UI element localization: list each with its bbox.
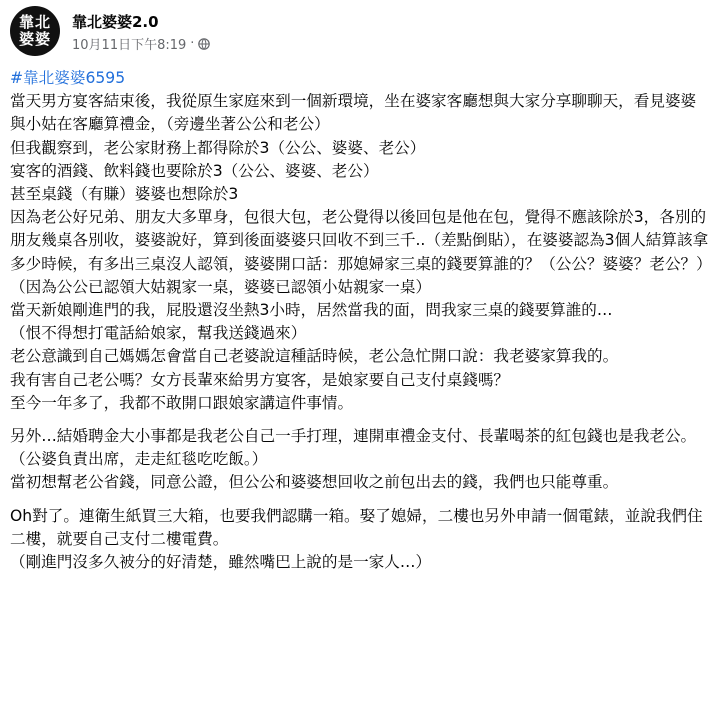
post-text-line: Oh對了。連衛生紙買三大箱，也要我們認購一箱。娶了媳婦，二樓也另外申請一個電錶，並說我們住二樓，就要自己支付二樓電費。 <box>10 506 703 548</box>
post-hashtag[interactable]: #靠北婆婆6595 <box>10 69 126 87</box>
meta-separator: · <box>190 36 195 51</box>
page-name[interactable]: 靠北婆婆2.0 <box>72 13 159 31</box>
post-text-line: 至今一年多了，我都不敢開口跟娘家講這件事情。 <box>10 393 354 412</box>
paragraph-gap <box>10 495 710 505</box>
post-text-line: 當初想幫老公省錢，同意公證，但公公和婆婆想回收之前包出去的錢，我們也只能尊重。 <box>10 473 619 492</box>
post-timestamp[interactable]: 10月11日下午8:19 <box>72 38 187 53</box>
avatar-logo <box>15 11 55 51</box>
avatar[interactable] <box>10 6 60 56</box>
post-text-line: 宴客的酒錢、飲料錢也要除於3（公公、婆婆、老公） <box>10 161 379 180</box>
post-text-line: 另外…結婚聘金大小事都是我老公自己一手打理，連開車禮金支付、長輩喝茶的紅包錢也是我老公。 <box>10 427 697 446</box>
post-text-line: 當天新娘剛進門的我，屁股還沒坐熱3小時，居然當我的面，問我家三桌的錢要算誰的… <box>10 301 613 320</box>
avatar-text-top: 靠北 <box>18 13 51 31</box>
post-text-line: （公婆負責出席，走走紅毯吃吃飯。） <box>10 450 268 469</box>
post-text-line: （因為公公已認領大姑親家一桌，婆婆已認領小姑親家一桌） <box>10 277 432 296</box>
post-body <box>10 67 710 574</box>
post-text-line: 我有害自己老公嗎？女方長輩來給男方宴客，是娘家要自己支付桌錢嗎？ <box>10 370 510 389</box>
post-text-lines <box>10 90 710 574</box>
post-text-line: （恨不得想打電話給娘家，幫我送錢過來） <box>10 324 307 343</box>
post-text-line: 當天男方宴客結束後，我從原生家庭來到一個新環境，坐在婆家客廳想與大家分享聊聊天，看見婆婆與小姑在客廳算禮金，（旁邊坐著公公和老公） <box>10 92 697 134</box>
post-header <box>10 6 710 56</box>
paragraph-gap <box>10 415 710 425</box>
avatar-text-bottom: 婆婆 <box>18 30 51 48</box>
post-text-line: 因為老公好兄弟、朋友大多單身，包很大包，老公覺得以後回包是他在包，覺得不應該除於3，各別的朋友幾桌各別收，婆婆說好，算到後面婆婆只回收不到三千..（差點倒貼），在婆婆認為3個人結算該拿多少時候，有多出三桌沒人認領，婆婆開口話：那媳婦家三桌的錢要算誰的？（公公？婆婆？老公？） <box>10 208 712 273</box>
post-text-line: 老公意識到自己媽媽怎會當自己老婆說這種話時候，老公急忙開口說：我老婆家算我的。 <box>10 347 619 366</box>
post-text-line: （剛進門沒多久被分的好清楚，雖然嘴巴上說的是一家人…） <box>10 553 432 572</box>
globe-icon[interactable] <box>198 38 210 50</box>
post-text-line: 甚至桌錢（有賺）婆婆也想除於3 <box>10 185 239 204</box>
post-text-line: 但我觀察到，老公家財務上都得除於3（公公、婆婆、老公） <box>10 138 426 157</box>
post-meta <box>72 34 210 53</box>
